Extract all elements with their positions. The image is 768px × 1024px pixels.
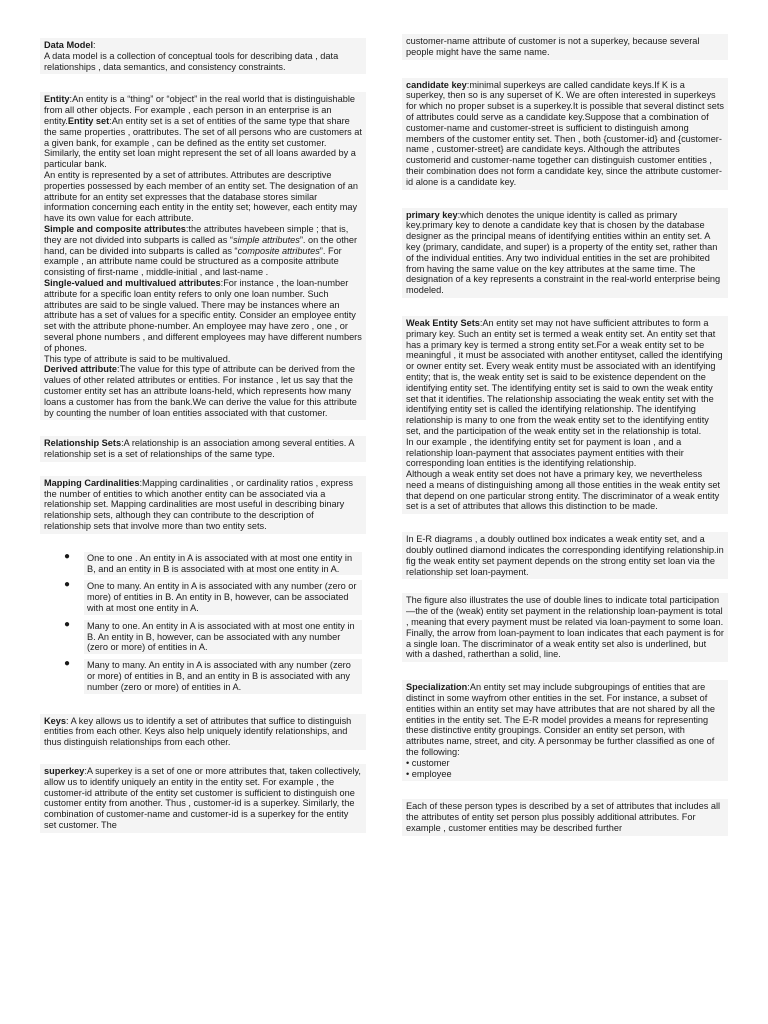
figure-text: The figure also illustrates the use of double lines to indicate total participation—the of the (weak) entity set payment in the relationship loan-payment is total , meaning that every payment must be related via loan-payment to some loan. Finally, the arrow from loan-payment to loan indicates that each payment is for a single loan. The discriminator of a weak entity set also is underlined, but with a dashed, ratherthan a solid, line. <box>406 595 724 660</box>
entity-text: :An entity is a “thing” or “object” in the real world that is distinguishable from all other objects. For example , each person in an enterprise is an entity. <box>44 94 355 126</box>
weak-entity-section <box>402 316 728 514</box>
list-item <box>64 580 366 614</box>
bullet-icon: ● <box>64 579 71 591</box>
one-to-one-term: One to one <box>87 552 133 563</box>
composite-attributes-term: composite attributes <box>237 245 320 256</box>
relationship-sets-heading: Relationship Sets <box>44 438 122 449</box>
superkey-heading: superkey <box>44 766 85 777</box>
weak-entity-text: :An entity set may not have sufficient attributes to form a primary key. Such an entity set is termed a weak entity set. An entity set that has a primary key is termed a strong entity set.For a weak entity set to be meaningful , it must be associated with another entityset, called the identifying or owner entity set. Every weak entity must be associated with an identifying entity; that is, the weak entity set is said to be existence dependent on the identifying entity set. The identifying entity set is said to own the weak entity set that it identifies. The relationship associating the weak entity set with the identifying entity set is called the identifying relationship. The identifying relationship is many to one from the weak entity set to the identifying entity set, and the participation of the weak entity set in the relationship is total. <box>406 317 723 436</box>
list-item-text: . An entity in A is associated with at most one entity in B, and an entity in B is associated with at most one entity in A. <box>87 552 353 574</box>
weak-entity-example: In our example , the identifying entity set for payment is loan , and a relationship loan-payment that associates payment entities with their corresponding loan entities is the identifying relationship. <box>406 436 684 469</box>
keys-section <box>40 714 366 750</box>
relationship-sets-text: :A relationship is an association among several entities. A relationship set is a set of relationships of the same type. <box>44 438 354 460</box>
weak-entity-heading: Weak Entity Sets <box>406 317 480 328</box>
right-column <box>402 36 728 850</box>
entity-set-text: :An entity set is a set of entities of the same type that share the same properties , orattributes. The set of all persons who are customers at a given bank, for example , can be defined as the entity set customer. Similarly, the entity set loan might represent the set of all loans awarded by a particular bank. <box>44 115 362 170</box>
figure-section <box>402 593 728 662</box>
data-model-section <box>40 38 366 74</box>
simple-text-2: ”. on the other hand, can be divided into subparts is called as “ <box>44 234 358 256</box>
bullet-icon: ● <box>64 658 71 670</box>
person-types-section <box>402 799 728 835</box>
left-column <box>40 38 366 847</box>
mapping-cardinalities-section <box>40 476 366 534</box>
simple-text-3: ”. For example , an attribute name could be structured as a composite attribute consisting of first-name , middle-initial , and last-name . <box>44 245 342 278</box>
candidate-key-heading: candidate key <box>406 79 467 90</box>
superkey-text: :A superkey is a set of one or more attributes that, taken collectively, allow us to identify uniquely an entity in the entity set. For example , the customer-id attribute of the entity set customer is sufficient to distinguish one customer entity from another. Thus , customer-id is a superkey. Similarly, the combination of customer-name and customer-id is a superkey for the entity set customer. The <box>44 766 361 831</box>
derived-attribute-text: :The value for this type of attribute can be derived from the values of other related attributes or entities. For instance , let us say that the customer entity set has an attribute loans-held, which represents how many loans a customer has from the bank.We can derive the value for this attribute by counting the number of loan entities associated with that customer. <box>44 364 357 418</box>
simple-composite-heading: Simple and composite attributes <box>44 223 186 234</box>
specialization-item-customer: • customer <box>406 757 450 768</box>
er-diagram-text: In E-R diagrams , a doubly outlined box indicates a weak entity set, and a doubly outlined diamond indicates the corresponding identifying relationship.in fig the weak entity set payment depends on the strong entity set loan via the relationship set loan-payment. <box>406 534 724 577</box>
simple-text-1: :the attributes havebeen simple ; that is, they are not divided into subparts is called as “ <box>44 223 349 245</box>
data-model-heading: Data Model <box>44 40 94 50</box>
list-item-text: One to many. An entity in A is associated with any number (zero or more) of entities in B. An entity in B, however, can be associated with at most one entity in A. <box>84 580 362 614</box>
person-types-text: Each of these person types is described by a set of attributes that includes all the attributes of entity set person plus possibly additional attributes. For example , customer entities may be described further <box>406 801 721 834</box>
multivalued-note: This type of attribute is said to be multivalued. <box>44 353 231 364</box>
entity-section <box>40 92 366 420</box>
entity-set-heading: Entity set <box>67 115 110 126</box>
cardinality-list <box>40 548 366 694</box>
simple-attributes-term: simple attributes <box>232 234 300 245</box>
specialization-text: :An entity set may include subgroupings of entities that are distinct in some wayfrom other entities in the set. For instance, a subset of entities within an entity set may have attributes that are not shared by all the entities in the entity set. The E-R model provides a means for representing these distinctive entity groupings. Consider an entity set person, with attributes name, street, and city. A personmay be further classified as one of the following: <box>406 682 715 758</box>
bullet-icon: ● <box>64 550 71 562</box>
mapping-cardinalities-text: :Mapping cardinalities , or cardinality ratios , express the number of entities to which another entity can be associated via a relationship set. Mapping cardinalities are most useful in describing binary relationship sets, although they can contribute to the description of relationship sets that involve more than two entity sets. <box>44 477 353 532</box>
er-diagram-section <box>402 532 728 579</box>
list-item <box>64 620 366 654</box>
data-model-text: : A data model is a collection of conceptual tools for describing data , data relationships , data semantics, and consistency constraints. <box>44 40 339 72</box>
keys-heading: Keys <box>44 715 66 726</box>
candidate-key-section <box>402 78 728 190</box>
derived-attribute-heading: Derived attribute <box>44 364 118 375</box>
mapping-cardinalities-heading: Mapping Cardinalities <box>44 477 140 488</box>
specialization-section <box>402 680 728 781</box>
candidate-key-text: :minimal superkeys are called candidate keys.If K is a superkey, then so is any superset of K. We are often interested in superkeys for which no proper subset is a superkey.It is possible that several distinct sets of attributes could serve as a candidate key.Suppose that a combination of customer-name and customer-street is sufficient to distinguish among members of the customer entity set. Then , both {customer-id} and {customer-name , customer-street} are candidate keys. Although the attributes customerid and customer-name together can distinguish customer entities , their combination does not form a candidate key, since the attribute customer-id alone is a candidate key. <box>406 79 724 187</box>
attributes-paragraph: An entity is represented by a set of attributes. Attributes are descriptive properties possessed by each member of an entity set. The designation of an attribute for an entity set expresses that the database stores similar information concerning each entity in the entity set; however, each entity may have its own value for each attribute. <box>44 169 358 224</box>
relationship-sets-section <box>40 436 366 462</box>
list-item <box>64 659 366 693</box>
list-item <box>64 552 366 576</box>
single-multivalued-heading: Single-valued and multivalued attributes <box>44 277 221 288</box>
bullet-icon: ● <box>64 618 71 630</box>
single-multivalued-text: :For instance , the loan-number attribute for a specific loan entity refers to only one loan number. Such attributes are said to be single valued. There may be instances where an attribute has a set of values for a specific entity. Consider an employee entity set with the attribute phone-number. An employee may have zero , one , or several phone numbers , and different employees may have different numbers of phones. <box>44 277 362 353</box>
superkey-continued <box>402 34 728 60</box>
primary-key-section <box>402 208 728 298</box>
specialization-item-employee: • employee <box>406 768 452 779</box>
entity-heading: Entity <box>44 94 70 105</box>
superkey-section <box>40 764 366 833</box>
superkey-continued-text: customer-name attribute of customer is not a superkey, because several people might have the same name. <box>406 36 700 57</box>
primary-key-heading: primary key <box>406 209 458 220</box>
specialization-heading: Specialization <box>406 682 468 693</box>
weak-entity-discriminator: Although a weak entity set does not have a primary key, we nevertheless need a means of distinguishing among all those entities in the weak entity set that depend on one particular strong entity. The discriminator of a weak entity set is a set of attributes that allows this distinction to be made. <box>406 469 721 512</box>
list-item-text: Many to many. An entity in A is associated with any number (zero or more) of entities in B, and an entity in B is associated with any number (zero or more) of entities in A. <box>84 659 362 693</box>
keys-text: : A key allows us to identify a set of attributes that suffice to distinguish entities from each other. Keys also help uniquely identify relationships, and thus distinguish relationships from each other. <box>44 715 352 748</box>
list-item-text: Many to one. An entity in A is associated with at most one entity in B. An entity in B, however, can be associated with any number (zero or more) of entities in A. <box>84 620 362 654</box>
primary-key-text: :which denotes the unique identity is called as primary key.primary key to denote a candidate key that is chosen by the database designer as the principal means of identifying entities within an entity set. A key (primary, candidate, and super) is a property of the entity set, rather than of the individual entities. Any two individual entities in the set are prohibited from having the same value on the key attributes at the same time. The designation of a key represents a constraint in the real-world enterprise being modeled. <box>406 209 721 296</box>
